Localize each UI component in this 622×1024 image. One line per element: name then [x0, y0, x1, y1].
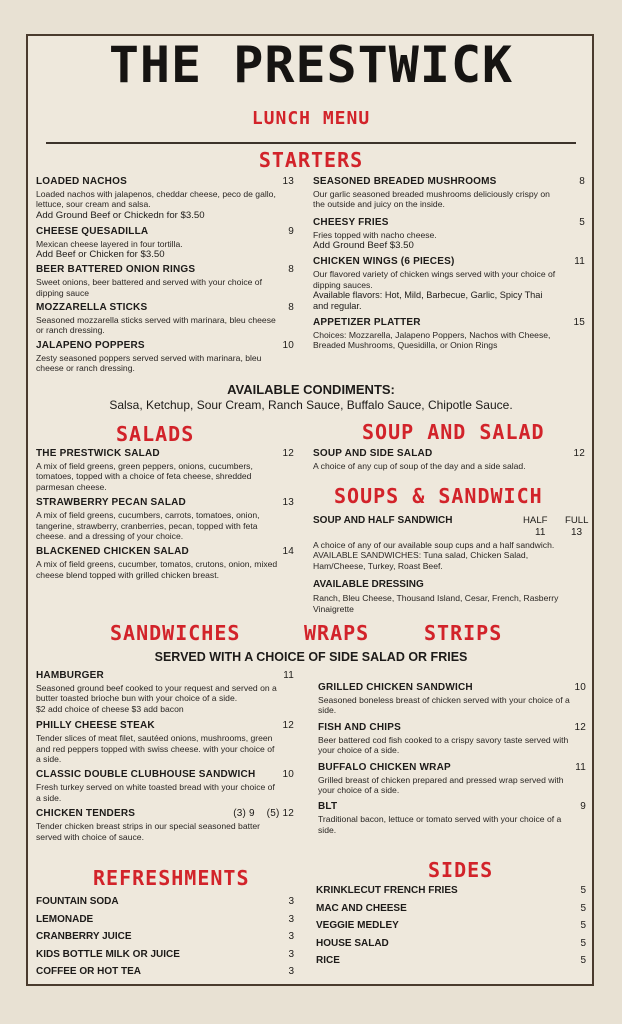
starters-left-column: [36, 176, 294, 374]
list-item: FOUNTAIN SODA 3: [36, 896, 294, 907]
item-description: Zesty seasoned poppers served served with marinara, bleu cheese or ranch dressing.: [36, 352, 262, 374]
item-price: 13: [282, 497, 294, 509]
full-price: 13: [571, 527, 583, 538]
menu-item: [36, 808, 294, 842]
list-item: VEGGIE MEDLEY 5: [316, 920, 586, 931]
soups-sandwich-heading: SOUPS & SANDWICH: [334, 484, 543, 508]
item-price: 9: [288, 225, 294, 237]
condiments-title: AVAILABLE CONDIMENTS:: [227, 382, 395, 397]
item-description: Traditional bacon, lettuce or tomato served with your choice of a side.: [318, 814, 562, 835]
item-description: Grilled breast of chicken prepared and pressed wrap served with your choice of a side.: [318, 774, 564, 796]
item-description: Mexican cheese layered in four tortilla.: [36, 238, 183, 249]
item-name: SOUP AND SIDE SALAD: [313, 448, 433, 459]
full-label: FULL: [565, 515, 589, 526]
item-description: Seasoned ground beef cooked to your request and served on a butter toasted brioche bun with your choice of a side. $2 add choice of cheese $3 add bacon: [36, 683, 277, 714]
menu-item: [318, 682, 586, 716]
refreshments-heading: REFRESHMENTS: [93, 866, 250, 890]
item-price: 12: [282, 448, 294, 459]
list-item: RICE 5: [316, 955, 586, 966]
item-price: 8: [288, 264, 294, 276]
item-name: JALAPENO POPPERS: [36, 339, 145, 351]
item-price: 12: [573, 448, 585, 459]
item-description: Sweet onions, beer battered and served with your choice of dipping sauce: [36, 277, 262, 298]
served-with-note: SERVED WITH A CHOICE OF SIDE SALAD OR FRIES: [154, 650, 468, 664]
item-description: Seasoned mozzarella sticks served with marinara, bleu cheese or ranch dressing.: [36, 315, 276, 336]
list-item: KRINKLECUT FRENCH FRIES 5: [316, 885, 586, 896]
item-description: A mix of field greens, green peppers, onions, cucumbers, tomatoes, topped with a choice of feta cheese, shredded parmesan cheese.: [36, 461, 253, 492]
half-price: 11: [535, 527, 546, 538]
item-name: SEASONED BREADED MUSHROOMS: [313, 176, 497, 187]
item-name: PHILLY CHEESE STEAK: [36, 720, 155, 732]
condiments-list: Salsa, Ketchup, Sour Cream, Ranch Sauce, Buffalo Sauce, Chipotle Sauce.: [109, 398, 513, 412]
strips-heading: STRIPS: [424, 621, 503, 645]
menu-item: [36, 769, 294, 803]
item-description: Fries topped with nacho cheese.: [313, 229, 437, 240]
menu-item: [318, 801, 586, 835]
sides-list: [316, 885, 586, 967]
item-price: 9: [580, 801, 586, 813]
list-item: CRANBERRY JUICE 3: [36, 931, 294, 942]
refreshments-list: [36, 896, 294, 978]
item-name: SOUP AND HALF SANDWICH: [313, 515, 453, 526]
starters-heading: STARTERS: [258, 148, 364, 172]
item-description: A mix of field greens, cucumbers, carrots, tomatoes, onion, tangerine, strawberry, cranberries, pecan, topped with feta cheese. and a dressing of your choice.: [36, 510, 260, 542]
menu-item: [36, 226, 294, 260]
item-extra: Add Ground Beef $3.50: [313, 240, 414, 252]
menu-item: [36, 720, 294, 764]
item-name: LOADED NACHOS: [36, 176, 127, 187]
item-name: STRAWBERRY PECAN SALAD: [36, 497, 186, 509]
item-description: Seasoned boneless breast of chicken served with your choice of a side.: [318, 695, 570, 716]
item-price: 11: [575, 761, 586, 773]
title-divider: [46, 142, 576, 144]
menu-item: [36, 497, 294, 541]
item-name: MOZZARELLA STICKS: [36, 302, 148, 314]
list-item: MAC AND CHEESE 5: [316, 902, 586, 914]
item-price: 13: [282, 176, 294, 187]
list-item: LEMONADE 3: [36, 913, 294, 925]
item-name: CLASSIC DOUBLE CLUBHOUSE SANDWICH: [36, 769, 256, 781]
item-description: Beer battered cod fish cooked to a crispy savory taste served with your choice of a side.: [318, 734, 569, 756]
menu-item: [36, 176, 294, 221]
item-name: BUFFALO CHICKEN WRAP: [318, 761, 451, 773]
list-item: HOUSE SALAD 5: [316, 937, 586, 949]
item-description: A mix of field greens, cucumber, tomatos, crutons, onion, mixed cheese blend topped with grilled chicken breast.: [36, 559, 278, 580]
item-name: BLT: [318, 801, 338, 813]
item-description: Tender chicken breast strips in our special seasoned batter served with choice of sauce.: [36, 821, 261, 842]
item-name: CHICKEN WINGS (6 PIECES): [313, 256, 455, 268]
item-name: BLACKENED CHICKEN SALAD: [36, 546, 189, 558]
item-name: FISH AND CHIPS: [318, 721, 401, 733]
item-description: A choice of any of our available soup cups and a half sandwich. AVAILABLE SANDWICHES: Tuna salad, Chicken Salad, Ham/Cheese, Turkey, Roast Beef.: [313, 540, 555, 571]
item-price: 10: [574, 682, 586, 693]
menu-item: [313, 256, 585, 312]
item-price: 8: [288, 302, 294, 314]
menu-item: [36, 264, 294, 298]
salads-heading: SALADS: [116, 422, 195, 446]
item-description: Tender slices of meat filet, sautéed onions, mushrooms, green and red peppers topped with swiss cheese. with your choice of a side.: [36, 733, 275, 765]
half-label: HALF: [523, 515, 548, 526]
menu-item: [36, 670, 294, 714]
item-price: 15: [573, 317, 585, 329]
item-price: 12: [282, 720, 294, 732]
item-price: 11: [574, 256, 585, 268]
dressing-list: Ranch, Bleu Cheese, Thousand Island, Cesar, French, Rasberry Vinaigrette: [313, 593, 559, 614]
item-price: 5: [579, 216, 585, 228]
item-name: CHEESE QUESADILLA: [36, 225, 149, 237]
menu-item: [313, 448, 585, 471]
item-name: APPETIZER PLATTER: [313, 317, 421, 329]
menu-item: [36, 448, 294, 492]
item-name: GRILLED CHICKEN SANDWICH: [318, 682, 473, 693]
restaurant-title: THE PRESTWICK: [108, 36, 514, 94]
menu-item-header: [313, 515, 587, 539]
soup-salad-heading: SOUP AND SALAD: [362, 420, 545, 444]
menu-subtitle: LUNCH MENU: [251, 108, 371, 129]
menu-item: [36, 302, 294, 336]
menu-item: [318, 722, 586, 756]
item-name: THE PRESTWICK SALAD: [36, 448, 160, 459]
item-price: 11: [283, 670, 294, 681]
sandwiches-heading: SANDWICHES: [110, 621, 241, 645]
soup-salad-column: [313, 448, 585, 471]
item-price: 10: [282, 769, 294, 781]
menu-item: [313, 217, 585, 251]
salads-column: [36, 448, 294, 580]
item-description: Choices: Mozzarella, Jalapeno Poppers, Nachos with Cheese, Breaded Mushrooms, Quesidilla, or Onion Rings: [313, 330, 551, 351]
dressing-title: AVAILABLE DRESSING: [313, 579, 424, 591]
item-description: Our garlic seasoned breaded mushrooms deliciously crispy on the outside and juicy on the inside.: [313, 189, 550, 210]
item-name: HAMBURGER: [36, 670, 104, 681]
item-description: Loaded nachos with jalapenos, cheddar cheese, peco de gallo, lettuce, sour cream and salsa.: [36, 189, 276, 210]
sandwiches-right-column: [318, 682, 586, 835]
item-extra: Available flavors: Hot, Mild, Barbecue, Garlic, Spicy Thai and regular.: [313, 290, 543, 312]
menu-item: [313, 176, 585, 210]
item-name: CHEESY FRIES: [313, 216, 389, 228]
item-price: 12: [574, 721, 586, 733]
item-name: BEER BATTERED ONION RINGS: [36, 264, 196, 276]
item-price: 8: [579, 176, 585, 187]
sides-heading: SIDES: [428, 858, 494, 882]
item-name: CHICKEN TENDERS: [36, 808, 136, 820]
item-price: 14: [282, 546, 294, 558]
wraps-heading: WRAPS: [304, 621, 370, 645]
item-description: Fresh turkey served on white toasted bread with your choice of a side.: [36, 782, 275, 803]
item-extra: Add Ground Beef or Chickedn for $3.50: [36, 209, 205, 221]
menu-item: [318, 762, 586, 796]
menu-item: [36, 546, 294, 580]
sandwiches-left-column: [36, 670, 294, 842]
list-item: KIDS BOTTLE MILK OR JUICE 3: [36, 948, 294, 960]
item-price: (3) 9 (5) 12: [233, 808, 294, 820]
item-price: 10: [282, 339, 294, 351]
list-item: COFFEE OR HOT TEA 3: [36, 966, 294, 977]
starters-right-column: [313, 176, 585, 351]
item-extra: Add Beef or Chicken for $3.50: [36, 249, 165, 261]
item-description: A choice of any cup of soup of the day and a side salad.: [313, 461, 526, 471]
menu-item: [313, 317, 585, 351]
soups-sandwich-column: [313, 515, 587, 614]
item-description: Our flavored variety of chicken wings served with your choice of dipping sauces.: [313, 269, 556, 290]
menu-item: [36, 340, 294, 374]
